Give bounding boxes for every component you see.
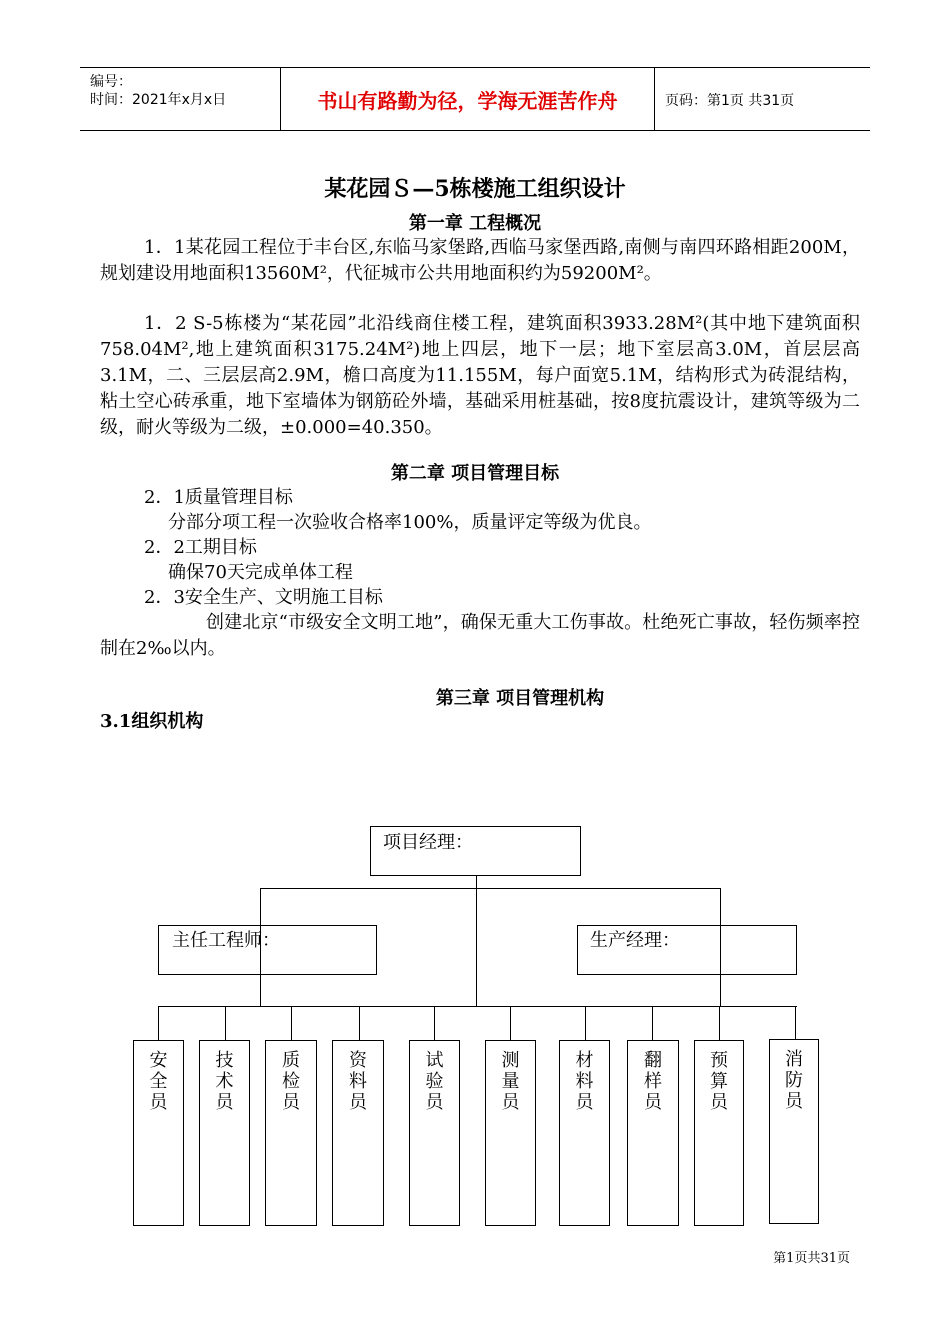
header-divider [654, 68, 655, 130]
chapter2-section-2: 2．2工期目标 [144, 537, 257, 558]
header-page-label: 页码：第1页 共31页 [665, 93, 795, 109]
org-connector [795, 1006, 796, 1039]
org-connector [585, 1006, 586, 1040]
chapter2-section-3-text: 创建北京“市级安全文明工地”，确保无重大工伤事故。杜绝死亡事故，轻伤频率控制在2‰以内。 [100, 612, 860, 659]
org-label-staff: 测 量 员 [501, 1050, 520, 1113]
org-label-staff: 消 防 员 [785, 1049, 803, 1112]
chapter3-section-1: 3.1组织机构 [100, 711, 204, 732]
org-label-staff: 材 料 员 [575, 1050, 594, 1113]
header-motto: 书山有路勤为径，学海无涯苦作舟 [317, 88, 618, 113]
org-label-project-manager: 项目经理： [383, 832, 473, 853]
org-connector [225, 1006, 226, 1040]
org-connector [359, 1006, 360, 1040]
page-footer: 第1页共31页 [773, 1251, 850, 1266]
org-connector [476, 876, 477, 1007]
org-label-staff: 技 术 员 [215, 1050, 234, 1113]
chapter1-paragraph-1: 1．1某花园工程位于丰台区,东临马家堡路,西临马家堡西路,南侧与南四环路相距200M，规划建设用地面积13560M²，代征城市公共用地面积约为59200M²。 [100, 237, 860, 284]
chapter2-section-1: 2．1质量管理目标 [144, 487, 293, 508]
chapter2-heading: 第二章 项目管理目标 [390, 463, 560, 484]
chapter2-section-3: 2．3安全生产、文明施工目标 [144, 587, 383, 608]
chapter1-paragraph-2: 1．2 S-5栋楼为“某花园”北沿线商住楼工程，建筑面积3933.28M²(其中地下建筑面积758.04M²,地上建筑面积3175.24M²)地上四层，地下一层；地下室层高3.0M，首层层高3.1M，二、三层层高2.9M，檐口高度为11.155M，每户面宽5.1M，结构形式为砖混结构，粘土空心砖承重，地下室墙体为钢筋砼外墙，基础采用桩基础，按8度抗震设计，建筑等级为二级，耐火等级为二级，±0.000=40.350。 [100, 313, 860, 438]
org-connector [158, 1006, 159, 1040]
org-label-staff: 预 算 员 [710, 1050, 728, 1113]
org-connector [260, 888, 721, 889]
org-label-staff: 质 检 员 [282, 1050, 300, 1113]
chapter1-heading: 第一章 工程概况 [408, 213, 542, 234]
org-label-production-manager: 生产经理： [590, 930, 680, 951]
org-connector [652, 1006, 653, 1040]
page-header [80, 67, 870, 131]
org-label-staff: 试 验 员 [425, 1050, 444, 1113]
header-time-label: 时间：2021年x月x日 [90, 92, 227, 108]
org-label-staff: 安 全 员 [149, 1050, 168, 1113]
header-number-label: 编号： [90, 74, 132, 90]
chapter2-section-2-text: 确保70天完成单体工程 [168, 562, 353, 583]
org-connector [510, 1006, 511, 1040]
org-connector [719, 1006, 720, 1040]
org-connector [158, 1006, 797, 1007]
chapter3-heading: 第三章 项目管理机构 [435, 688, 605, 709]
header-meta [80, 68, 280, 130]
org-label-chief-engineer: 主任工程师： [172, 930, 280, 951]
org-label-staff: 资 料 员 [349, 1050, 367, 1113]
document-title: 某花园Ｓ—5栋楼施工组织设计 [324, 176, 626, 202]
org-connector [291, 1006, 292, 1040]
org-connector [434, 1006, 435, 1040]
chapter2-section-1-text: 分部分项工程一次验收合格率100%，质量评定等级为优良。 [168, 512, 652, 533]
org-label-staff: 翻 样 员 [644, 1050, 662, 1113]
